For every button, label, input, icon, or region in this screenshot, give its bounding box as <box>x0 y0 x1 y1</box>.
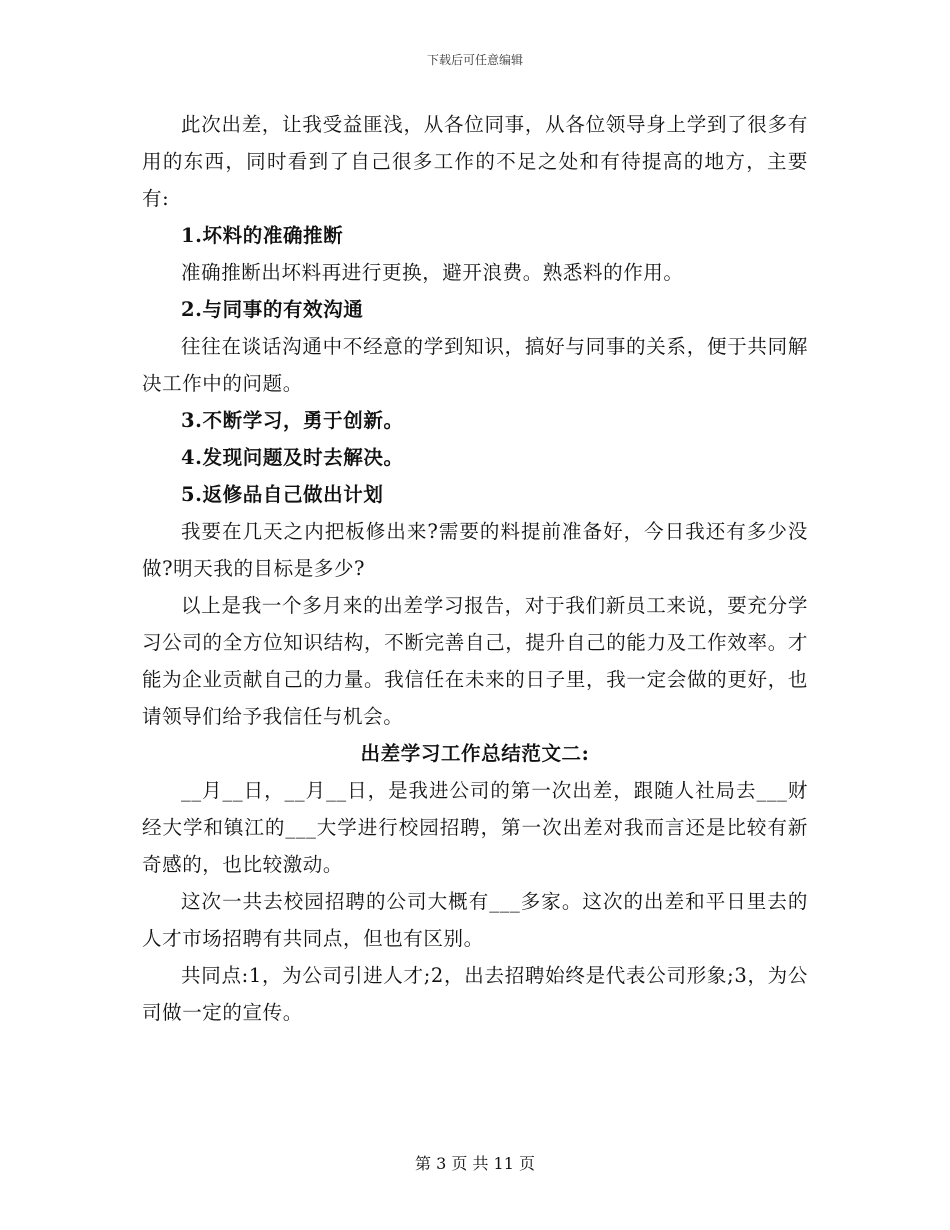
paragraph-item-1: 准确推断出坏料再进行更换，避开浪费。熟悉料的作用。 <box>181 261 684 284</box>
paragraph-item-5: 我要在几天之内把板修出来?需要的料提前准备好，今日我还有多少没做?明天我的目标是多少? <box>142 520 808 580</box>
page-header: 下载后可任意编辑 <box>426 53 523 67</box>
page-footer: 第 3 页 共 11 页 <box>415 1154 535 1173</box>
section-title: 出差学习工作总结范文二: <box>360 742 590 765</box>
paragraph-conclusion: 以上是我一个多月来的出差学习报告，对于我们新员工来说，要充分学习公司的全方位知识结构，不断完善自己，提升自己的能力及工作效率。才能为企业贡献自己的力量。我信任在未来的日子里，我一定会做的更好，也请领导们给予我信任与机会。 <box>142 594 808 728</box>
heading-item-5: 5.返修品自己做出计划 <box>181 483 384 506</box>
document-body <box>142 106 808 1031</box>
paragraph-item-2: 往往在谈话沟通中不经意的学到知识，搞好与同事的关系，便于共同解决工作中的问题。 <box>142 335 808 395</box>
heading-item-4: 4.发现问题及时去解决。 <box>181 446 404 469</box>
paragraph-intro: 此次出差，让我受益匪浅，从各位同事，从各位领导身上学到了很多有用的东西，同时看到了自己很多工作的不足之处和有待提高的地方，主要有: <box>142 113 808 210</box>
paragraph-section2-common: 共同点:1，为公司引进人才;2，出去招聘始终是代表公司形象;3，为公司做一定的宣传。 <box>142 964 808 1024</box>
heading-item-3: 3.不断学习，勇于创新。 <box>181 409 404 432</box>
paragraph-section2-intro: __月__日，__月__日，是我进公司的第一次出差，跟随人社局去___财经大学和镇江的___大学进行校园招聘，第一次出差对我而言还是比较有新奇感的，也比较激动。 <box>142 779 808 876</box>
heading-item-2: 2.与同事的有效沟通 <box>181 298 364 321</box>
paragraph-section2-companies: 这次一共去校园招聘的公司大概有___多家。这次的出差和平日里去的人才市场招聘有共同点，但也有区别。 <box>142 890 808 950</box>
heading-item-1: 1.坏料的准确推断 <box>181 224 344 247</box>
